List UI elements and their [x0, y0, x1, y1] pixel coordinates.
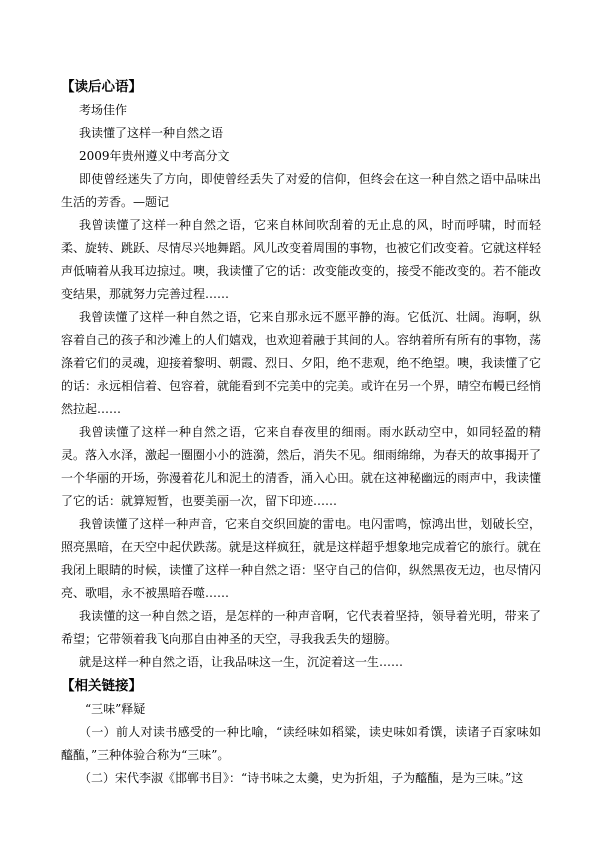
essay-paragraph-1: 我曾读懂了这样一种自然之语，它来自林间吹刮着的无止息的风，时而呼啸，时而轻柔、旋转、跳跃、尽情尽兴地舞蹈。风儿改变着周围的事物，也被它们改变着。它就这样轻声低喃着从我耳边掠过。噢，我读懂了它的话：改变能改变的，接受不能改变的。若不能改变结果，那就努力完善过程…… — [61, 218, 542, 301]
related-item-1: （一）前人对读书感受的一种比喻，“读经味如稻粱，读史味如肴馔，读诸子百家味如醯醢，”三种体验合称为“三味”。 — [61, 725, 541, 762]
essay-paragraph-5: 我读懂的这一种自然之语，是怎样的一种声音啊，它代表着坚持，领导着光明，带来了希望；它带领着我飞向那自由神圣的天空，寻我我丢失的翅膀。 — [61, 609, 541, 646]
essay-paragraph-3: 我曾读懂了这样一种自然之语，它来自春夜里的细雨。雨水跃动空中，如同轻盈的精灵。落入水泽，激起一圈圈小小的涟漪，然后，消失不见。细雨绵绵，为春天的故事揭开了一个华丽的开场，弥漫着花儿和泥土的清香，涌入心田。就在这神秘幽远的雨声中，我读懂了它的话：就算短暂，也要美丽一次，留下印迹…… — [61, 425, 542, 508]
section-title-related-links: 【相关链接】 — [61, 678, 142, 694]
essay-paragraph-4: 我曾读懂了这样一种声音，它来自交织回旋的雷电。电闪雷鸣，惊鸿出世，划破长空，照亮黑暗，在天空中起伏跌荡。就是这样疯狂，就是这样超乎想象地完成着它的旅行。就在我闭上眼睛的时候，读懂了这样一种自然之语：坚守自己的信仰，纵然黑夜无边，也尽情闪亮、歌唱，永不被黑暗吞噬…… — [61, 517, 542, 600]
essay-paragraph-2: 我曾读懂了这样一种自然之语，它来自那永远不愿平静的海。它低沉、壮阔。海啊，纵容着自己的孩子和沙滩上的人们嬉戏，也欢迎着融于其间的人。容纳着所有所有的事物，荡涤着它们的灵魂，迎接着黎明、朝霞、烈日、夕阳，绝不悲观，绝不绝望。噢，我读懂了它的话：永远相信着、包容着，就能看到不完美中的完美。或许在另一个界，晴空布幔已经悄然拉起…… — [61, 310, 542, 416]
epigraph: 即使曾经迷失了方向，即使曾经丢失了对爱的信仰，但终会在这一种自然之语中品味出生活的芳香。—题记 — [61, 172, 541, 209]
section-title-reading-thoughts: 【读后心语】 — [61, 79, 142, 95]
document-content — [61, 75, 541, 790]
related-item-2: （二）宋代李淑《邯郸书目》：“诗书味之太羹，史为折俎，子为醯醢，是为三味。”这 — [79, 771, 524, 785]
exam-note: 2009年贵州遵义中考高分文 — [79, 149, 230, 163]
source-label: 考场佳作 — [79, 103, 128, 117]
essay-title: 我读懂了这样一种自然之语 — [79, 126, 224, 140]
essay-paragraph-6: 就是这样一种自然之语，让我品味这一生，沉淀着这一生…… — [79, 655, 404, 669]
related-heading: “三味”释疑 — [85, 702, 146, 716]
